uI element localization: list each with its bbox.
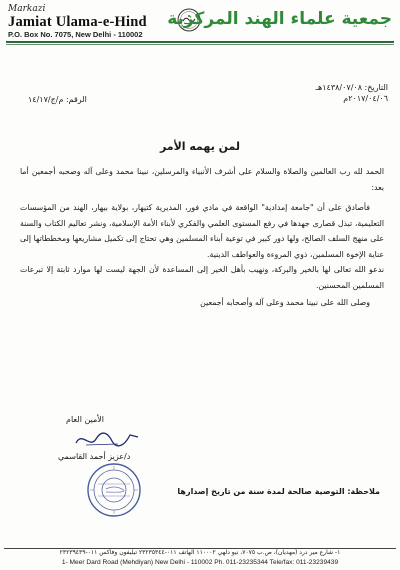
letterhead-organization-name: Jamiat Ulama-e-Hind (8, 14, 147, 30)
letterhead-pobox: P.O. Box No. 7075, New Delhi - 110002 (8, 30, 143, 39)
letterhead-english (8, 4, 178, 40)
footer-address-english: 1- Meer Dard Road (Mehdiyan) New Delhi - 110002 Ph. 011-23235344 Tele/fax: 011-23239439 (61, 559, 339, 566)
validity-note: ملاحظة: التوصية صالحة لمدة سنة من تاريخ إصدارها (177, 487, 380, 496)
official-stamp-icon (86, 462, 142, 518)
paragraph-closing: وصلى الله على نبينا محمد وعلى آله وأصحابه أجمعين (200, 298, 370, 307)
handwritten-signature (72, 427, 142, 451)
reference-number: الرقم: م/ج/١٤/١٧ (28, 95, 87, 104)
header-divider (6, 41, 394, 43)
letter-title: لمن يهمه الأمر (159, 140, 241, 153)
header-divider-thin (6, 44, 394, 45)
footer-address-arabic: ١- شارع مير درد (مهديان)، ص.ب ٧٠٧٥، نيو دلهي ١١٠٠٠٢ الهاتف ٠١١-٢٣٢٣٥٣٤٤ تيليفون وفاكس ٠١١-٢٣٢٣٩٤٣٩ (59, 549, 341, 556)
letter-body (20, 164, 384, 311)
paragraph-prayer: ندعو الله تعالى لها بالخير والبركة، ونهيب بأهل الخير إلى المساعدة لأن الجهة ليست لها موارد ثابتة إلا تبرعات المسلمين المحسنين. (20, 265, 384, 290)
letterhead-markazi: Markazi (8, 4, 46, 14)
paragraph-certification: فأصادق على أن "جامعة إمدادية" الواقعة في مادي فور، المديرية كتيهار، بولاية بيهار، الهند من المؤسسات التعليمية، تبذل قصارى جهدها في رفع المستوى العلمي والفكري لأبناء الأمة الإسلامية، ونشر تعاليم الكتاب والسنة على منهج السلف الصالح، ولها دور كبير في توعية أبناء المسلمين وهي تحتاج إلى تكميل مشاريعها ومخططاتها إلى عناية الإخوة المسلمين، ذوي المروءة والعواطف الدينية. (20, 203, 384, 259)
signatory-title: الأمين العام (66, 415, 105, 424)
date-block (316, 82, 388, 104)
letterhead-arabic-logo (167, 6, 392, 34)
hijri-date: التاريخ: ١٤٣٨/٠٧/٠٨هـ (315, 83, 388, 92)
gregorian-date: ٢٠١٧/٠٤/٠٦م (343, 94, 388, 103)
arabic-logo-text: جمعية علماء الهند المركزية (167, 9, 392, 29)
signatory-name: د/عزيز أحمد القاسمي (58, 452, 131, 461)
paragraph-opening: الحمد لله رب العالمين والصلاة والسلام على أشرف الأنبياء والمرسلين، نبينا محمد وعلى آله وصحبه أجمعين أما بعد: (20, 167, 384, 192)
